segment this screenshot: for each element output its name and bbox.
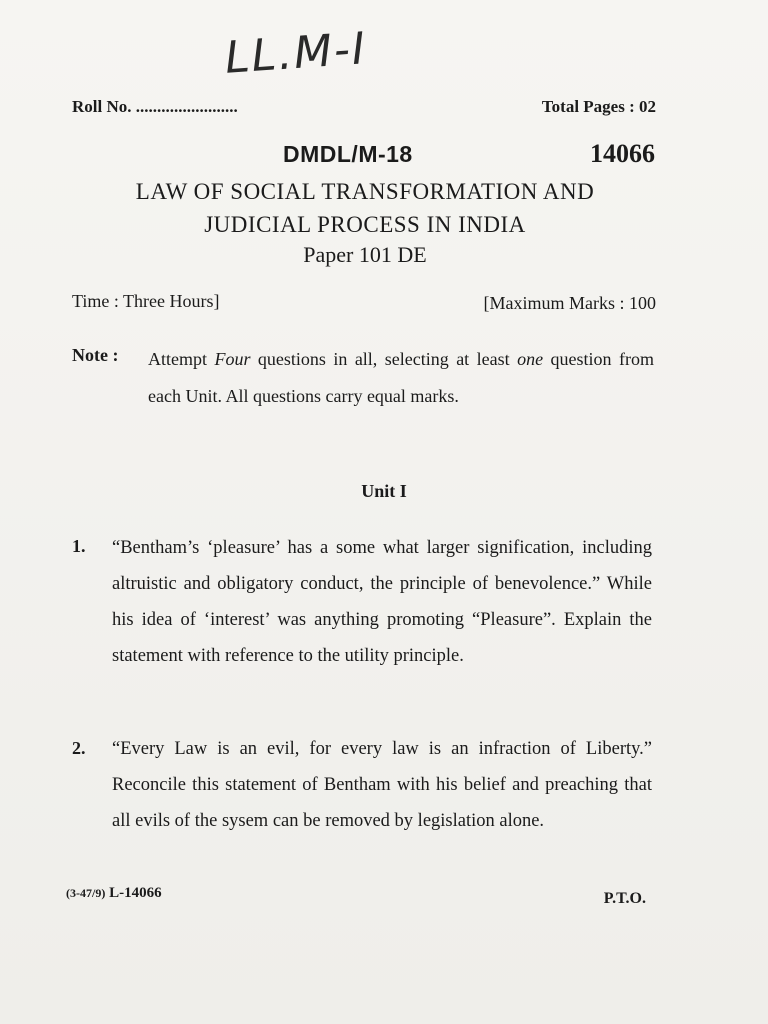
paper-title-line-1: LAW OF SOCIAL TRANSFORMATION AND: [135, 179, 595, 204]
note-text-part-2: questions in all, selecting at least: [250, 349, 518, 369]
footer-reference: [66, 885, 162, 902]
note-text-four: Four: [214, 349, 251, 369]
footer-paper-ref: L-14066: [109, 885, 162, 901]
note-label: Note :: [72, 345, 119, 365]
footer-print-code: (3-47/9): [66, 886, 106, 900]
question-number: 2.: [72, 738, 86, 758]
question-number: 1.: [72, 536, 86, 556]
note-text: [148, 341, 654, 415]
paper-title-line-2: JUDICIAL PROCESS IN INDIA: [204, 212, 526, 237]
paper-title: [70, 175, 660, 241]
paper-number: 14066: [590, 139, 655, 168]
total-pages: Total Pages : 02: [541, 97, 656, 116]
note-text-part-3: question from each Unit. All questions carry equal marks.: [148, 349, 654, 406]
question-text: “Bentham’s ‘pleasure’ has a some what larger signification, including altruistic and obligatory conduct, the principle of benevolence.” While his idea of ‘interest’ was anything promoting “Pleasure”. Explain the statement with reference to the utility principle.: [112, 538, 652, 666]
maximum-marks: [Maximum Marks : 100: [483, 293, 656, 313]
handwritten-course-note: LL.M-I: [223, 23, 369, 84]
question-text: “Every Law is an evil, for every law is an infraction of Liberty.” Reconcile this statement of Bentham with his belief and preaching that all evils of the sysem can be removed by legislation alone.: [112, 739, 652, 831]
please-turn-over: P.T.O.: [603, 890, 646, 907]
unit-heading: Unit I: [361, 481, 407, 501]
note-text-part-1: Attempt: [148, 349, 215, 369]
exam-time: Time : Three Hours]: [72, 291, 220, 311]
paper-code: DMDL/M-18: [283, 141, 413, 167]
roll-number-field: Roll No. ........................: [72, 97, 238, 116]
note-text-one: one: [517, 349, 544, 369]
paper-label: Paper 101 DE: [303, 242, 427, 267]
